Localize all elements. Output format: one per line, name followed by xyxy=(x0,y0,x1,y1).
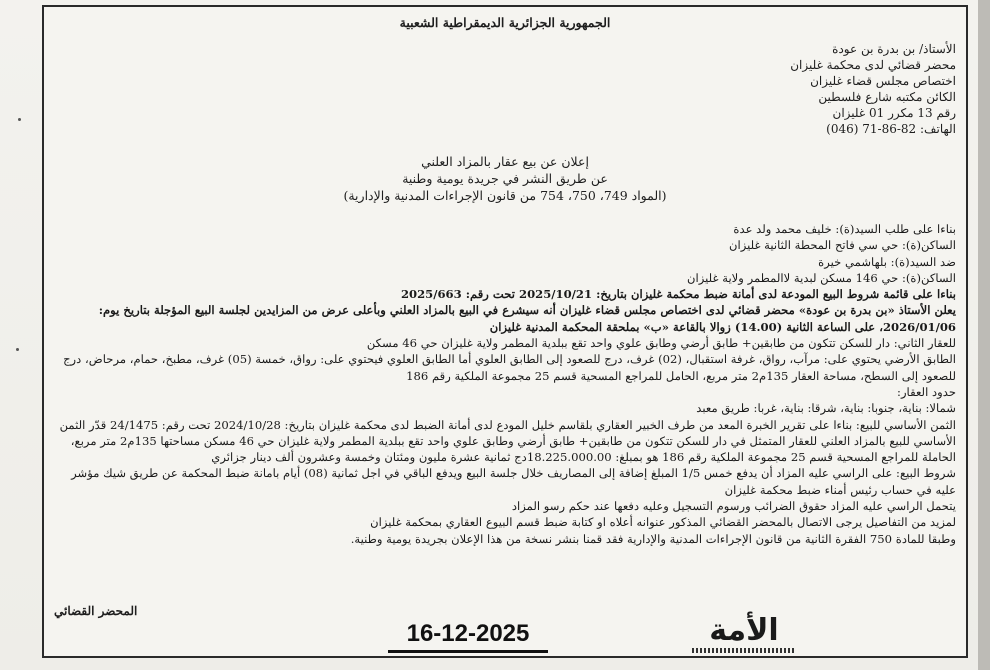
lawyer-jurisdiction: اختصاص مجلس قضاء غليزان xyxy=(810,74,956,88)
speck xyxy=(16,348,19,351)
speck xyxy=(18,118,21,121)
lawyer-block xyxy=(536,41,956,137)
requester: بناءا على طلب السيد(ة): خليف محمد ولد عدة xyxy=(733,222,956,236)
sale-conditions: شروط البيع: على الراسي عليه المزاد أن يدفع خمس 1/5 المبلغ إضافة إلى المصاريف خلال جلسة البيع ويدفع الباقي في اجل ثمانية (08) أيام بامانة ضبط المحكمة عن طريق شيك مؤشر عليه في حساب رئيس أمناء ضبط محكمة غليزان xyxy=(71,466,956,497)
property-description: للعقار الثاني: دار للسكن تتكون من طابقين+ طابق أرضي وطابق علوي واحد تقع ببلدية المطمر ولاية غليزان حي 46 مسكن xyxy=(366,336,956,351)
publication-date: 16-12-2025 xyxy=(388,618,548,653)
defendant: ضد السيد(ة): بلهاشمي خيرة xyxy=(818,254,956,269)
announcement-articles: (المواد 749، 750، 754 من قانون الإجراءات المدنية والإدارية) xyxy=(343,188,667,203)
notice-body xyxy=(52,221,956,547)
property-floors: الطابق الأرضي يحتوي على: مرآب، رواق، غرفة استقبال، (02) غرف، درج للصعود إلى الطابق العلوي أما الطابق العلوي فيحتوي على: رواق، خمسة (05) غرف، مطبخ، حمام، مرحاض، درج للصعود إلى السطح، مساحة العقار 135م2 متر مربع، الحامل للمراجع المسحية قسم 25 مجموعة الملكية رقم 186 xyxy=(63,352,956,383)
buyer-fees: يتحمل الراسي عليه المزاد حقوق الضرائب ورسوم التسجيل وعليه دفعها عند حكم رسو المزاد xyxy=(511,499,956,514)
conditions-reference: بناءا على قائمة شروط البيع المودعة لدى أمانة ضبط محكمة غليزان بتاريخ: 2025/10/21 تحت رقم: 2025/663 xyxy=(400,287,956,302)
page-edge xyxy=(978,0,990,670)
sale-announcement: يعلن الأستاذ «بن بدرة بن عودة» محضر قضائي لدى اختصاص مجلس قضاء غليزان أنه سيشرع في البيع بالمزاد العلني وبأعلى عرض من المزايدين لجلسة البيع المؤجلة بتاريخ يوم: 2026/01/06، على الساعة الثانية (14.00) زوالا بالقاعة «ب» بملحقة المحكمة المدنية غليزان xyxy=(98,303,956,334)
announcement-title: إعلان عن بيع عقار بالمزاد العلني xyxy=(421,154,589,169)
requester-address: الساكن(ة): حي سي فاتح المحطة الثانية غليزان xyxy=(728,238,956,253)
lawyer-phone: الهاتف: 82-86-71 (046) xyxy=(826,122,956,136)
bailiff-signature: المحضر القضائي xyxy=(54,604,138,618)
contact-info: لمزيد من التفاصيل يرجى الاتصال بالمحضر القضائي المذكور عنوانه أعلاه او كتابة ضبط قسم البيوع العقاري بمحكمة غليزان xyxy=(370,515,956,530)
publication-note: وطبقا للمادة 750 الفقرة الثانية من قانون الإجراءات المدنية والإدارية فقد قمنا بنشر نسخة من هذا الإعلان بجريدة يومية وطنية. xyxy=(350,531,956,546)
base-price: الثمن الأساسي للبيع: بناءا على تقرير الخبرة المعد من طرف الخبير العقاري بلقاسم خليل المودع لدى أمانة الضبط لدى محكمة غليزان بتاريخ: 2024/10/28 تحت رقم: 24/1475 قدّر الثمن الأساسي للبيع بالمزاد العلني للعقار المتمثل في دار للسكن تتكون من طابقين+ طابق أرضي وطابق علوي واحد تقع ببلدية المطمر ولاية غليزان حي 46 مسكن مساحتها 135م2 متر مربع، الحاملة للمراجع المسحية قسم 25 مجموعة الملكية رقم 186 هو بمبلغ: 18.225.000.00دج ثمانية عشرة مليون ومئتان وخمسة وعشرون ألف دينار جزائري xyxy=(59,417,956,465)
republic-header: الجمهورية الجزائرية الديمقراطية الشعبية xyxy=(399,15,611,30)
newspaper-logo-text: الأمة xyxy=(709,613,779,648)
property-limits-label: حدود العقار: xyxy=(897,384,956,399)
defendant-address: الساكن(ة): حي 146 مسكن لبدية لاالمطمر ولاية غليزان xyxy=(687,270,956,285)
notice-frame xyxy=(42,5,968,658)
newspaper-logo xyxy=(684,614,804,654)
announcement-subtitle: عن طريق النشر في جريدة يومية وطنية xyxy=(402,171,608,186)
announcement-heading xyxy=(44,153,966,204)
lawyer-name: الأستاذ/ بن بدرة بن عودة xyxy=(832,42,956,56)
lawyer-address-number: رقم 13 مكرر 01 غليزان xyxy=(832,106,956,120)
property-limits: شمالا: بناية، جنوبا: بناية، شرقا: بناية، غربا: طريق معبد xyxy=(696,401,956,416)
lawyer-title: محضر قضائي لدى محكمة غليزان xyxy=(790,58,956,72)
lawyer-address: الكائن مكتبه شارع فلسطين xyxy=(818,90,956,104)
logo-tagline-bar xyxy=(692,648,796,653)
